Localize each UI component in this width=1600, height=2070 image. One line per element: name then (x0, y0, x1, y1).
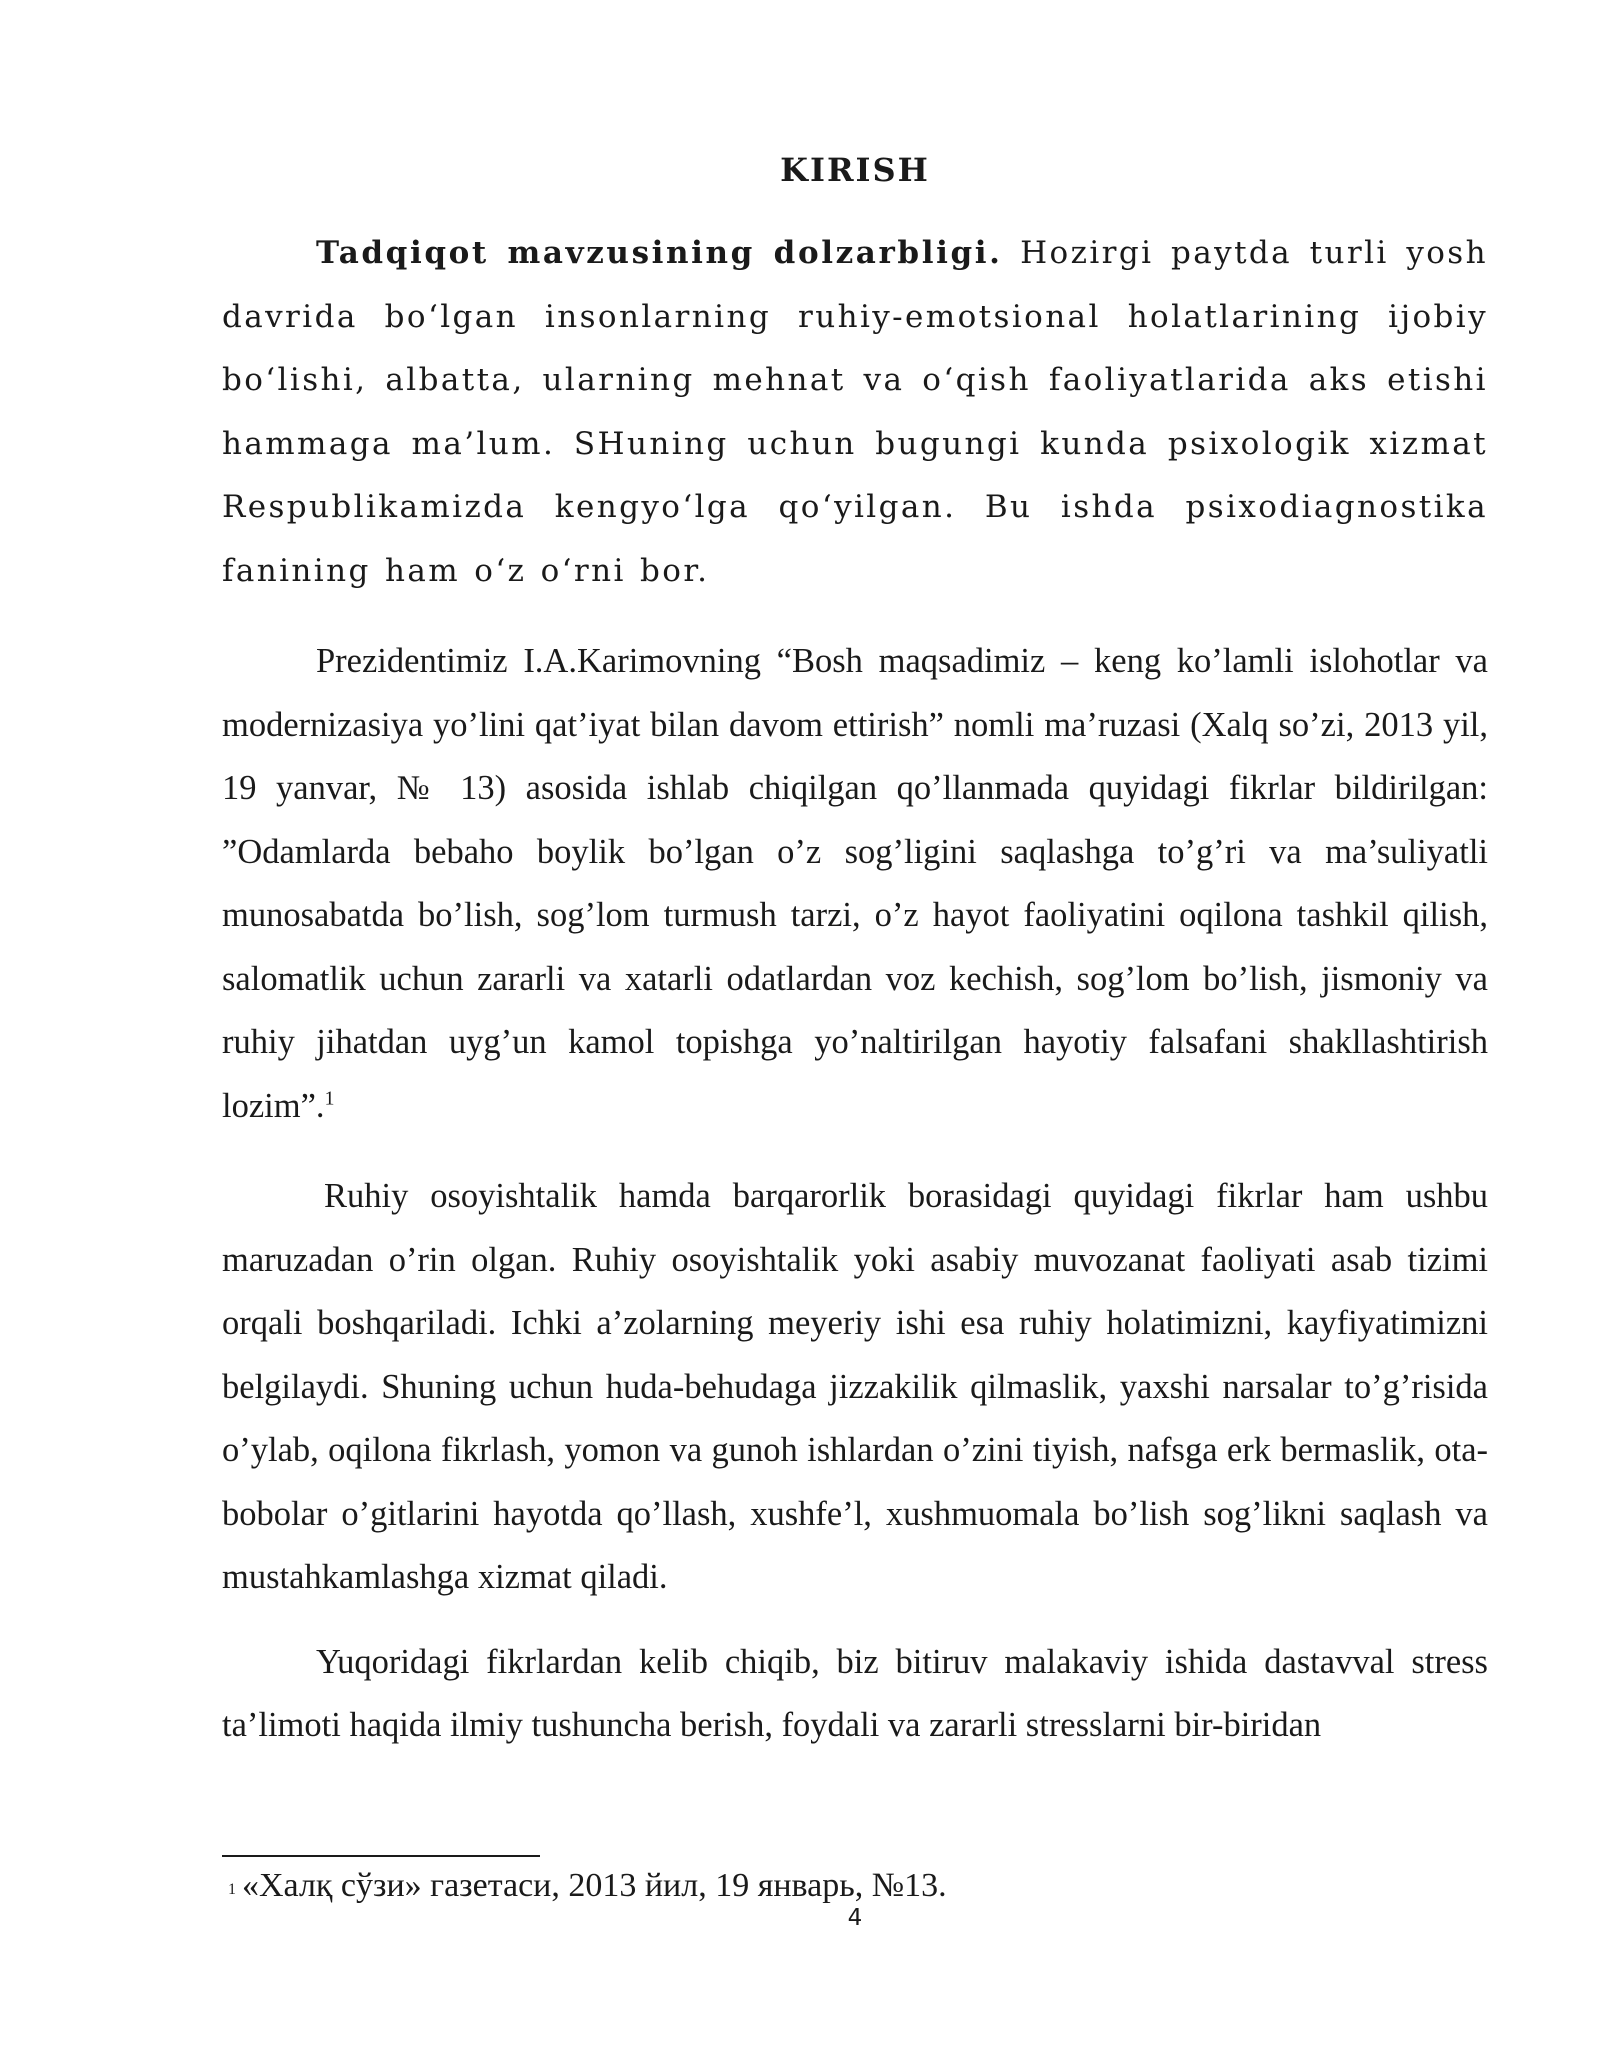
paragraph-president-quote (222, 630, 1488, 1138)
paragraph-mental-calm (222, 1165, 1488, 1610)
footnote-separator (222, 1855, 540, 1857)
page-number: 4 (847, 1905, 863, 1931)
paragraph-text: Ruhiy osoyishtalik hamda barqarorlik borasidagi quyidagi fikrlar ham ushbu maruzadan o’rin olgan. Ruhiy osoyishtalik yoki asabiy muvozanat faoliyati asab tizimi orqali boshqariladi. Ichki a’zolarning meyeriy ishi esa ruhiy holatimizni, kayfiyatimizni belgilaydi. Shuning uchun huda-behudaga jizzakilik qilmaslik, yaxshi narsalar to’g’risida o’ylab, oqilona fikrlash, yomon va gunoh ishlardan o’zini tiyish, nafsga erk bermaslik, ota-bobolar o’gitlarini hayotda qo’llash, xushfe’l, xushmuomala bo’lish sog’likni saqlash va mustahkamlashga xizmat qiladi. (222, 1177, 1488, 1596)
paragraph-relevance (222, 222, 1488, 603)
footnote-text: «Халқ сўзи» газетаси, 2013 йил, 19 январь, №13. (242, 1867, 947, 1904)
document-body (222, 150, 1488, 1758)
paragraph-text: Prezidentimiz I.A.Karimovning “Bosh maqsadimiz – keng ko’lamli islohotlar va modernizasiya yo’lini qat’iyat bilan davom ettirish” nomli ma’ruzasi (Xalq so’zi, 2013 yil, 19 yanvar, № 13) asosida ishlab chiqilgan qo’llanmada quyidagi fikrlar bildirilgan: ”Odamlarda bebaho boylik bo’lgan o’z sog’ligini saqlashga to’g’ri va ma’suliyatli munosabatda bo’lish, sog’lom turmush tarzi, o’z hayot faoliyatini oqilona tashkil qilish, salomatlik uchun zararli va xatarli odatlardan voz kechish, sog’lom bo’lish, jismoniy va ruhiy jihatdan uyg’un kamol topishga yo’naltirilgan hayotiy falsafani shakllashtirish lozim”. (222, 642, 1488, 1125)
paragraph-lead: Tadqiqot mavzusining dolzarbligi. (316, 235, 1003, 271)
paragraph-text: Yuqoridagi fikrlardan kelib chiqib, biz bitiruv malakaviy ishida dastavval stress ta’limoti haqida ilmiy tushuncha berish, foydali va zararli stresslarni bir-biridan (222, 1642, 1488, 1744)
section-heading: KIRISH (780, 151, 930, 189)
footnote-reference[interactable]: 1 (324, 1087, 335, 1109)
footnote-mark: 1 (228, 1881, 236, 1898)
paragraph-conclusion (222, 1631, 1488, 1758)
footnote (228, 1866, 947, 1906)
paragraph-text: Hozirgi paytda turli yosh davrida bo‘lgan insonlarning ruhiy-emotsional holatlarining ijobiy bo‘lishi, albatta, ularning mehnat va o‘qish faoliyatlarida aks etishi hammaga ma’lum. SHuning uchun bugungi kunda psixologik xizmat Respublikamizda kengyo‘lga qo‘yilgan. Bu ishda psixodiagnostika fanining ham o‘z o‘rni bor. (222, 235, 1488, 589)
